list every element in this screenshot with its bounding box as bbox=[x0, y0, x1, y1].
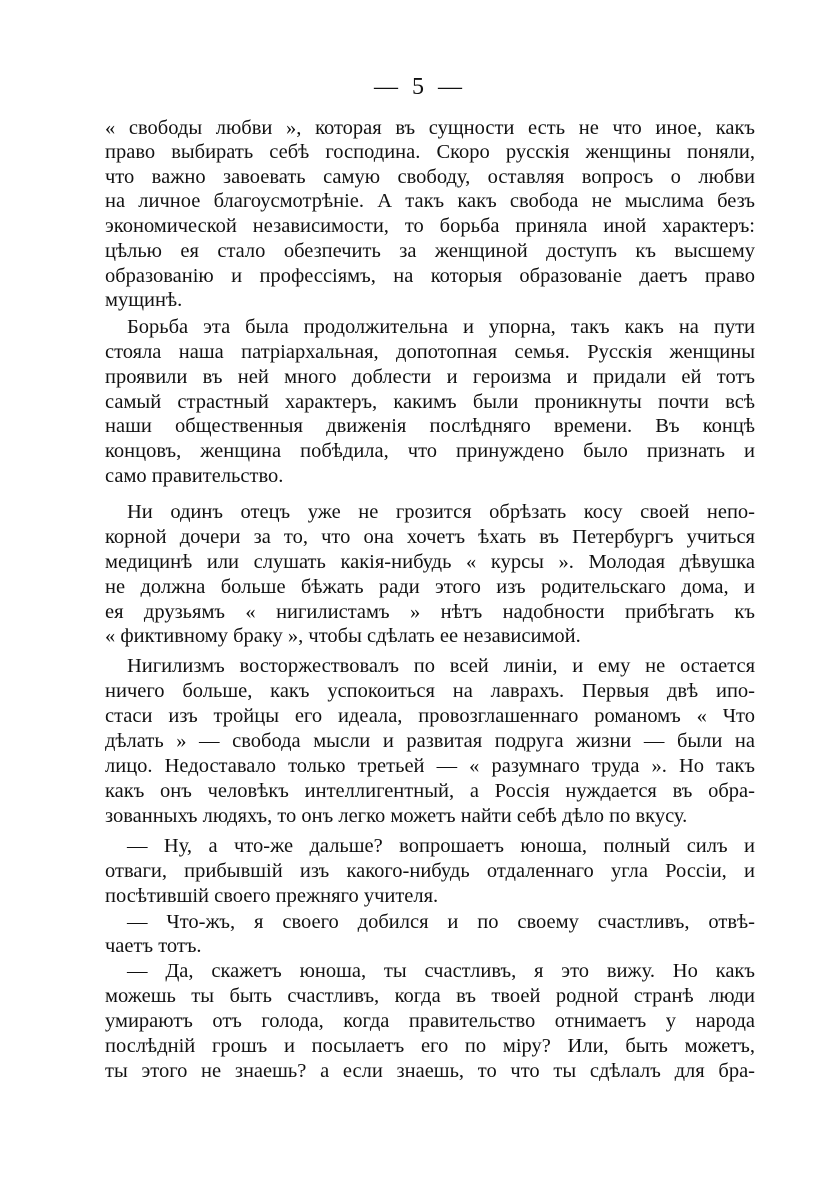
text-line: « фиктивному браку », чтобы сдѣлать ее независимой. bbox=[105, 625, 581, 647]
text-line: умираютъ отъ голода, когда правительство отнимаетъ у народа bbox=[105, 1010, 755, 1032]
text-line: право выбирать себѣ господина. Скоро русскія женщины поняли, bbox=[105, 141, 755, 163]
page-number: — 5 — bbox=[374, 74, 466, 100]
text-line: зованныхъ людяхъ, то онъ легко можетъ найти себѣ дѣло по вкусу. bbox=[105, 805, 688, 827]
text-line: мущинѣ. bbox=[105, 289, 183, 311]
text-line: отваги, прибывшій изъ какого-нибудь отдаленнаго угла Россіи, и bbox=[105, 860, 755, 882]
text-line: ничего больше, какъ успокоиться на лаврахъ. Первыя двѣ ипо- bbox=[105, 680, 755, 702]
text-line: наши общественныя движенія послѣдняго времени. Въ концѣ bbox=[105, 415, 755, 437]
text-line: корной дочери за то, что она хочетъ ѣхать въ Петербургъ учиться bbox=[105, 526, 755, 548]
text-line: на личное благоусмотрѣніе. А такъ какъ свобода не мыслима безъ bbox=[105, 190, 755, 212]
text-line: какъ онъ человѣкъ интеллигентный, а Россія нуждается въ обра- bbox=[105, 780, 755, 802]
text-line: цѣлью ея стало обезпечить за женщиной доступъ къ высшему bbox=[105, 240, 755, 262]
text-line: дѣлать » — свобода мысли и развитая подруга жизни — были на bbox=[105, 730, 755, 752]
text-line: Борьба эта была продолжительна и упорна, такъ какъ на пути bbox=[127, 316, 755, 338]
text-line: « свободы любви », которая въ сущности есть не что иное, какъ bbox=[105, 117, 755, 139]
text-line: что важно завоевать самую свободу, оставляя вопросъ о любви bbox=[105, 166, 755, 188]
text-line: — Да, скажетъ юноша, ты счастливъ, я это вижу. Но какъ bbox=[127, 960, 755, 982]
text-line: посѣтившій своего прежняго учителя. bbox=[105, 885, 439, 907]
text-line: не должна больше бѣжать ради этого изъ родительскаго дома, и bbox=[105, 576, 755, 598]
text-line: Нигилизмъ восторжествовалъ по всей линіи, и ему не остается bbox=[127, 655, 755, 677]
text-line: ты этого не знаешь? а если знаешь, то что ты сдѣлалъ для бра- bbox=[105, 1060, 755, 1082]
text-line: чаетъ тотъ. bbox=[105, 935, 202, 957]
text-line: стаси изъ тройцы его идеала, провозглашеннаго романомъ « Что bbox=[105, 705, 755, 727]
text-line: самый страстный характеръ, какимъ были проникнуты почти всѣ bbox=[105, 391, 755, 413]
text-line: концовъ, женщина побѣдила, что принуждено было признать и bbox=[105, 440, 755, 462]
text-line: само правительство. bbox=[105, 465, 284, 487]
text-line: экономической независимости, то борьба приняла иной характеръ: bbox=[105, 215, 755, 237]
text-line: проявили въ ней много доблести и героизма и придали ей тотъ bbox=[105, 366, 755, 388]
text-line: Ни одинъ отецъ уже не грозится обрѣзать косу своей непо- bbox=[127, 501, 755, 523]
text-line: образованію и профессіямъ, на которыя образованіе даетъ право bbox=[105, 265, 755, 287]
text-line: — Что-жъ, я своего добился и по своему счастливъ, отвѣ- bbox=[127, 911, 755, 933]
text-line: ея друзьямъ « нигилистамъ » нѣтъ надобности прибѣгать къ bbox=[105, 601, 755, 623]
text-line: послѣдній грошъ и посылаетъ его по міру? Или, быть можетъ, bbox=[105, 1035, 755, 1057]
text-line: лицо. Недоставало только третьей — « разумнаго труда ». Но такъ bbox=[105, 755, 755, 777]
text-line: — Ну, а что-же дальше? вопрошаетъ юноша, полный силъ и bbox=[127, 835, 755, 857]
text-line: стояла наша патріархальная, допотопная семья. Русскія женщины bbox=[105, 341, 755, 363]
text-line: медицинѣ или слушать какія-нибудь « курсы ». Молодая дѣвушка bbox=[105, 551, 755, 573]
text-line: можешь ты быть счастливъ, когда въ твоей родной странѣ люди bbox=[105, 985, 755, 1007]
